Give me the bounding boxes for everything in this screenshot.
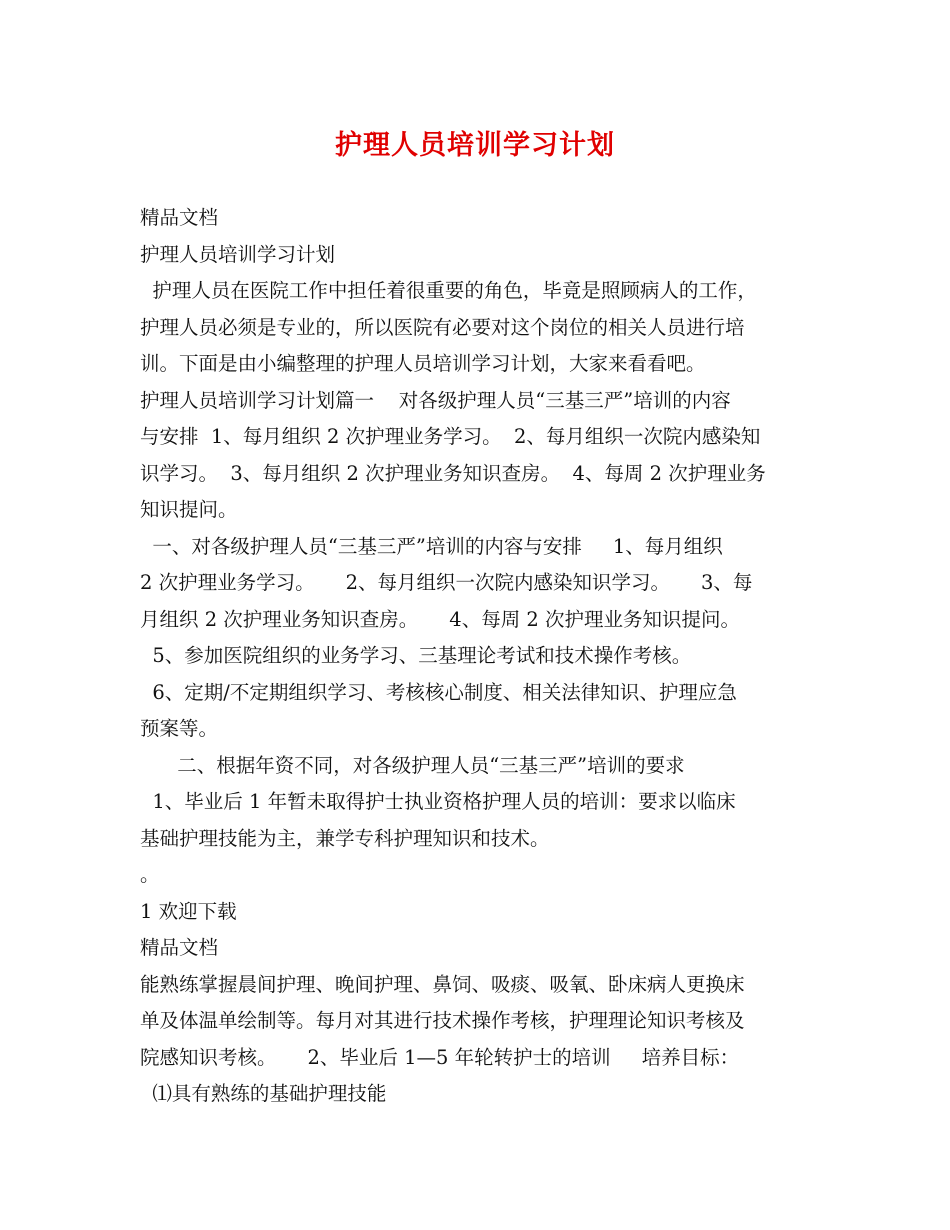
text-line: 单及体温单绘制等。每月对其进行技术操作考核，护理理论知识考核及 — [140, 1009, 745, 1032]
text-line: 二、根据年资不同，对各级护理人员“三基三严”培训的要求 — [140, 753, 685, 777]
text-line: 一、对各级护理人员“三基三严”培训的内容与安排 1、每月组织 — [140, 534, 723, 558]
text-line: 6、定期/不定期组织学习、考核核心制度、相关法律知识、护理应急 — [140, 680, 737, 704]
text-line: 5、参加医院组织的业务学习、三基理论考试和技术操作考核。 — [140, 644, 692, 667]
text-line: 护理人员培训学习计划 — [140, 242, 336, 266]
text-line: 1、毕业后 1 年暂未取得护士执业资格护理人员的培训：要求以临床 — [140, 790, 736, 813]
text-line: 护理人员必须是专业的，所以医院有必要对这个岗位的相关人员进行培 — [140, 315, 745, 339]
document-body — [140, 200, 820, 1113]
document-title: 护理人员培训学习计划 — [335, 130, 615, 161]
text-line: 院感知识考核。 2、毕业后 1—5 年轮转护士的培训 培养目标： — [140, 1045, 740, 1069]
text-line: 护理人员在医院工作中担任着很重要的角色，毕竟是照顾病人的工作， — [140, 279, 757, 302]
text-line: 。 — [140, 863, 160, 886]
text-line: 精品文档 — [140, 936, 219, 959]
text-line: 能熟练掌握晨间护理、晚间护理、鼻饲、吸痰、吸氧、卧床病人更换床 — [140, 972, 745, 996]
text-line: 月组织 2 次护理业务知识查房。 4、每周 2 次护理业务知识提问。 — [140, 607, 741, 631]
text-line: 护理人员培训学习计划篇一 对各级护理人员“三基三严”培训的内容 — [140, 388, 731, 412]
text-line: 知识提问。 — [140, 498, 238, 521]
text-line: 预案等。 — [140, 717, 219, 740]
text-line: 识学习。 3、每月组织 2 次护理业务知识查房。 4、每周 2 次护理业务 — [140, 461, 766, 485]
text-line: 2 次护理业务学习。 2、每月组织一次院内感染知识学习。 3、每 — [140, 571, 753, 594]
text-line: 1 欢迎下载 — [140, 899, 237, 923]
text-line: 训。下面是由小编整理的护理人员培训学习计划，大家来看看吧。 — [140, 352, 706, 375]
text-line: ⑴具有熟练的基础护理技能 — [140, 1082, 387, 1105]
text-line: 精品文档 — [140, 206, 219, 229]
text-line: 基础护理技能为主，兼学专科护理知识和技术。 — [140, 826, 550, 850]
text-line: 与安排 1、每月组织 2 次护理业务学习。 2、每月组织一次院内感染知 — [140, 425, 761, 448]
